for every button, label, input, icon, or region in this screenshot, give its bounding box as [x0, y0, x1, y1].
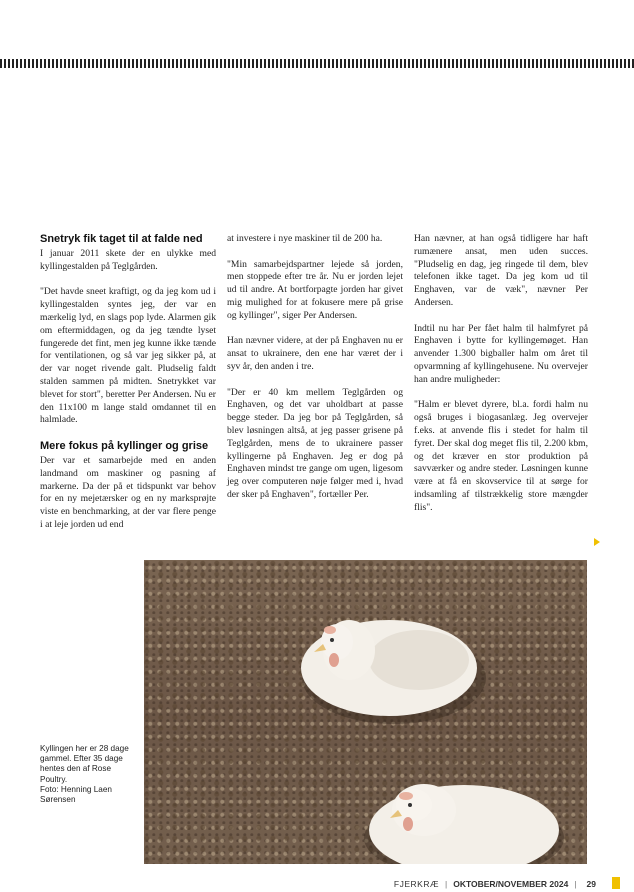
paragraph: Han nævner videre, at der på Enghaven nu er ansat to ukrainere, den ene har været der i syv år, den anden i tre. — [227, 335, 403, 372]
paragraph: "Halm er blevet dyrere, bl.a. fordi halm nu også bruges i biogasanlæg. Jeg overvejer f.eks. at anvende flis i stedet for halm til fyret. Der skal dog meget flis til, 2.200 kbm, og det kræver en stor produktion på savværker og andre steder. Løsningen kunne være at få en skovservice til at sørge for indsamling af tilstrækkelig store mængder flis". — [414, 399, 588, 513]
page-footer — [394, 878, 596, 890]
footer-separator: | — [574, 879, 577, 889]
caption-text: Kyllingen her er 28 dage gammel. Efter 35 dage hentes den af Rose Poultry. — [40, 744, 129, 784]
page-tab-marker — [612, 877, 620, 889]
caption-photo-credit: Foto: Henning Laen Sørensen — [40, 784, 112, 805]
paragraph: "Min samarbejdspartner lejede så jorden, men stoppede efter tre år. Nu er jorden lejet ud til andre. At bortforpagte jorden har givet mig mulighed for at fokusere mere på grise og kyllinger", siger Per Andersen. — [227, 258, 403, 321]
photo-caption — [40, 744, 138, 805]
article-column-1 — [40, 233, 216, 545]
paragraph: Der var et samarbejde med en anden landmand om maskiner og pasning af markerne. Da der på et tidspunkt var behov for en ny mejetærsker og en ny marksprøjte viste en benchmarking, at der var flere penge i at leje jorden ud end — [40, 454, 216, 530]
continue-arrow-icon — [594, 538, 600, 546]
paragraph: "Det havde sneet kraftigt, og da jeg kom ud i kyllingestalden syntes jeg, der var en mærkelig lyd, en slags pop lyde. Alarmen gik om eftermiddagen, og da jeg tændte lyset fungerede det fint, men jeg kunne ikke tænde for ventilationen, og så var jeg sikker på, at der var noget rivende galt. Pludselig faldt stalden sammen på midten. Snetrykket var blevet for stort", beretter Per Andersen. Nu er den 11x100 m lange stald omdannet til en halmlade. — [40, 286, 216, 426]
chicken-illustration — [144, 560, 587, 864]
paragraph: at investere i nye maskiner til de 200 ha. — [227, 233, 383, 244]
decorative-barcode-strip — [0, 59, 634, 68]
chicken-photo — [144, 560, 587, 864]
paragraph: I januar 2011 skete der en ulykke med kyllingestalden på Teglgården. — [40, 248, 216, 272]
section-heading-snetryk: Snetryk fik taget til at falde ned — [40, 233, 203, 245]
article-column-3 — [414, 233, 588, 527]
section-heading-mere-fokus: Mere fokus på kyllinger og grise — [40, 439, 209, 452]
paragraph: Indtil nu har Per fået halm til halmfyret på Enghaven i bytte for kyllingemøget. Han anvender 1.300 bigballer halm om året til opvarmning af kyllingehusene. Nu overvejer han andre muligheder: — [414, 322, 588, 385]
paragraph: "Der er 40 km mellem Teglgården og Enghaven, og det var uholdbart at passe begge steder. Da jeg bor på Teglgården, så blev løsningen altså, at jeg passer grisene på Teglgården, mens de to ukrainere passer kyllingerne på Enghaven. Jeg er dog på Enghaven mindst tre gange om ugen, ligesom jeg over computeren nøje følger med i, hvad der sker på Enghaven", fortæller Per. — [227, 386, 403, 500]
issue-date: OKTOBER/NOVEMBER 2024 — [453, 879, 569, 889]
footer-separator: | — [444, 879, 448, 889]
article-column-2 — [227, 233, 403, 515]
page-number: 29 — [586, 879, 596, 889]
publication-name: FJERKRÆ — [393, 879, 439, 889]
paragraph: Han nævner, at han også tidligere har haft rumænere ansat, men uden succes. "Pludselig en dag, jeg ringede til dem, blev telefonen ikke taget. Da jeg kom ud til Enghaven, var de væk", nævner Per Andersen. — [414, 233, 588, 308]
